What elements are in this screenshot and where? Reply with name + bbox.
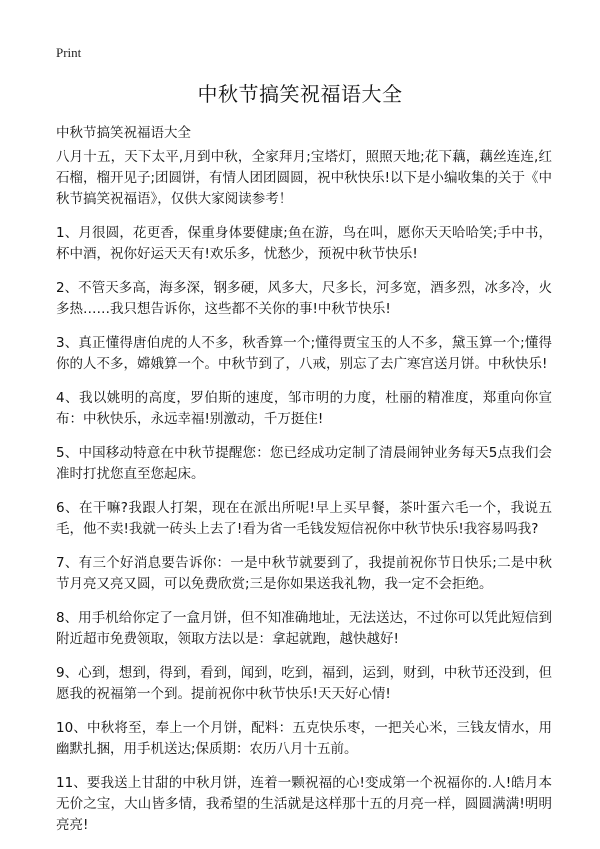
greeting-item-5: 5、中国移动特意在中秋节提醒您：您已经成功定制了清晨闹钟业务每天5点我们会准时打扰您直至您起床。 — [56, 445, 552, 482]
greeting-item-10: 10、中秋将至，奉上一个月饼，配料：五克快乐枣，一把关心米，三钱友情水，用幽默扎捆，用手机送达;保质期：农历八月十五前。 — [56, 720, 552, 757]
page-title: 中秋节搞笑祝福语大全 — [197, 82, 403, 106]
print-link[interactable]: Print — [56, 45, 82, 60]
greeting-item-8: 8、用手机给你定了一盒月饼，但不知准确地址，无法送达，不过你可以凭此短信到附近超市免费领取，领取方法以是：拿起就跑，越快越好! — [56, 610, 552, 647]
greeting-item-9: 9、心到，想到，得到，看到，闻到，吃到，福到，运到，财到，中秋节还没到，但愿我的祝福第一个到。提前祝你中秋节快乐!天天好心情! — [56, 665, 552, 702]
article-body — [56, 147, 552, 849]
greeting-item-11: 11、要我送上甘甜的中秋月饼，连着一颗祝福的心!变成第一个祝福你的.人!皓月本无价之宝，大山皆多情，我希望的生活就是这样那十五的月亮一样，圆圆满满!明明亮亮! — [56, 775, 552, 833]
intro-paragraph: 八月十五，天下太平,月到中秋，全家拜月;宝塔灯，照照天地;花下藕，藕丝连连,红石榴，榴开见子;团圆饼，有情人团团圆圆，祝中秋快乐!以下是小编收集的关于《中秋节搞笑祝福语》，仅供大家阅读参考！ — [56, 149, 552, 207]
greeting-item-6: 6、在干嘛?我跟人打架，现在在派出所呢!早上买早餐，茶叶蛋六毛一个，我说五毛，他不卖!我就一砖头上去了!看为省一毛钱发短信祝你中秋节快乐!我容易吗我? — [56, 500, 552, 537]
greeting-item-2: 2、不管天多高，海多深，钢多硬，风多大，尺多长，河多宽，酒多烈，冰多冷，火多热……我只想告诉你，这些都不关你的事!中秋节快乐! — [56, 280, 552, 317]
greeting-item-3: 3、真正懂得唐伯虎的人不多，秋香算一个;懂得贾宝玉的人不多，黛玉算一个;懂得你的人不多，嫦娥算一个。中秋节到了，八戒，别忘了去广寒宫送月饼。中秋快乐! — [56, 335, 552, 372]
greeting-item-4: 4、我以姚明的高度，罗伯斯的速度，邹市明的力度，杜丽的精准度，郑重向你宣布：中秋快乐，永远幸福!别激动，千万挺住! — [56, 390, 552, 427]
article-subtitle: 中秋节搞笑祝福语大全 — [56, 125, 191, 141]
greeting-item-7: 7、有三个好消息要告诉你：一是中秋节就要到了，我提前祝你节日快乐;二是中秋节月亮又亮又圆，可以免费欣赏;三是你如果送我礼物，我一定不会拒绝。 — [56, 555, 552, 592]
greeting-item-1: 1、月很圆，花更香，保重身体要健康;鱼在游，鸟在叫，愿你天天哈哈笑;手中书，杯中酒，祝你好运天天有!欢乐多，忧愁少，预祝中秋节快乐! — [56, 225, 552, 262]
